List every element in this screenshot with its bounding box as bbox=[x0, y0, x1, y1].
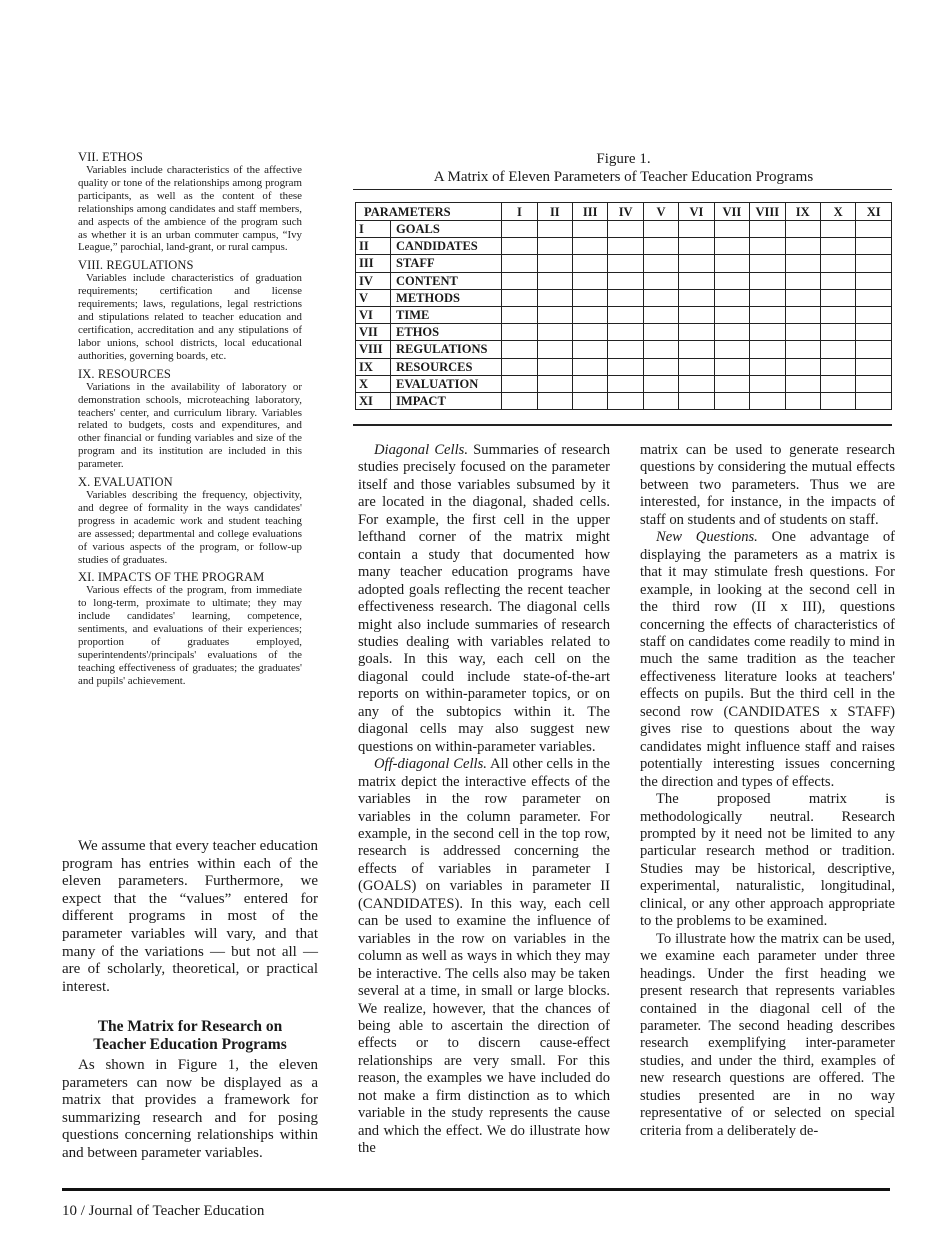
matrix-cell bbox=[608, 324, 643, 341]
matrix-row bbox=[356, 306, 892, 323]
matrix-row bbox=[356, 358, 892, 375]
diagonal-cells-runin: Diagonal Cells. bbox=[374, 442, 468, 458]
matrix-row-number: VII bbox=[356, 324, 391, 341]
matrix-cell bbox=[643, 221, 678, 238]
matrix-cell bbox=[573, 221, 608, 238]
matrix-diagonal-cell bbox=[643, 289, 678, 306]
matrix-row-name: ETHOS bbox=[391, 324, 502, 341]
figure-caption bbox=[355, 150, 892, 186]
matrix-cell bbox=[502, 306, 537, 323]
matrix-diagonal-cell bbox=[537, 238, 572, 255]
matrix-cell bbox=[643, 272, 678, 289]
definition-title: VII. ETHOS bbox=[78, 150, 143, 164]
new-questions-paragraph bbox=[640, 529, 895, 791]
definition-evaluation bbox=[78, 475, 302, 566]
definition-impacts bbox=[78, 570, 302, 687]
matrix-row bbox=[356, 238, 892, 255]
figure-intro-paragraph: As shown in Figure 1, the eleven parameters can now be displayed as a matrix that provides a framework for summarizing research and for posing questions concerning relationships within and between parameter variables. bbox=[62, 1057, 318, 1161]
matrix-col-header: IV bbox=[608, 203, 643, 221]
matrix-col-header: VIII bbox=[750, 203, 785, 221]
offdiagonal-cells-paragraph bbox=[358, 756, 610, 1157]
matrix-row bbox=[356, 272, 892, 289]
definition-title: XI. IMPACTS OF THE PROGRAM bbox=[78, 570, 265, 585]
matrix-row bbox=[356, 375, 892, 392]
matrix-cell bbox=[573, 272, 608, 289]
section-heading bbox=[62, 1018, 318, 1054]
matrix-cell bbox=[502, 272, 537, 289]
matrix-cell bbox=[679, 289, 714, 306]
matrix-cell bbox=[502, 255, 537, 272]
matrix-cell bbox=[714, 375, 749, 392]
matrix-row-number: I bbox=[356, 221, 391, 238]
matrix-row-number: III bbox=[356, 255, 391, 272]
matrix-cell bbox=[608, 358, 643, 375]
matrix-row-name: RESOURCES bbox=[391, 358, 502, 375]
matrix-row bbox=[356, 341, 892, 358]
matrix-cell bbox=[502, 238, 537, 255]
matrix-cell bbox=[750, 358, 785, 375]
matrix-cell bbox=[679, 358, 714, 375]
section-heading-line-1: The Matrix for Research on bbox=[97, 1018, 283, 1035]
matrix-cell bbox=[714, 289, 749, 306]
matrix-cell bbox=[785, 238, 820, 255]
definition-regulations bbox=[78, 258, 302, 362]
matrix-cell bbox=[750, 324, 785, 341]
matrix-col-header: X bbox=[820, 203, 855, 221]
definition-body: Variables include characteristics of the affective quality or tone of the relationships among program participants, as well as the content of these relationships among candidates and staff members, and aspects of the ambience of the program such as whether it is an urban commuter campus, “Ivy League,” parochial, land-grant, or rural campus. bbox=[78, 164, 302, 254]
matrix-row-name: METHODS bbox=[391, 289, 502, 306]
matrix-cell bbox=[820, 306, 855, 323]
matrix-row bbox=[356, 255, 892, 272]
matrix-cell bbox=[537, 375, 572, 392]
matrix-cell bbox=[820, 392, 855, 409]
matrix-cell bbox=[608, 289, 643, 306]
matrix-cell bbox=[820, 255, 855, 272]
matrix-diagonal-cell bbox=[679, 306, 714, 323]
matrix-cell bbox=[820, 238, 855, 255]
matrix-cell bbox=[537, 324, 572, 341]
matrix-cell bbox=[608, 392, 643, 409]
matrix-diagonal-cell bbox=[820, 375, 855, 392]
matrix-cell bbox=[573, 392, 608, 409]
matrix-cell bbox=[750, 289, 785, 306]
matrix-cell bbox=[573, 341, 608, 358]
matrix-cell bbox=[820, 341, 855, 358]
matrix-cell bbox=[608, 341, 643, 358]
matrix-cell bbox=[608, 306, 643, 323]
matrix-cell bbox=[750, 255, 785, 272]
matrix-cell bbox=[856, 341, 892, 358]
matrix-row-number: II bbox=[356, 238, 391, 255]
matrix-cell bbox=[820, 289, 855, 306]
matrix-cell bbox=[820, 324, 855, 341]
matrix-cell bbox=[502, 375, 537, 392]
matrix-cell bbox=[537, 272, 572, 289]
matrix-cell bbox=[608, 375, 643, 392]
matrix-cell bbox=[785, 289, 820, 306]
offdiagonal-cells-text: All other cells in the matrix depict the interactive effects of the variables in the row parameter on variables in the column parameter. For example, in the second cell in the top row, research is addressed concerning the effects of variables in parameter I (GOALS) on variables in parameter II (CANDIDATES). In this way, each cell can be used to examine the influence of variables in the row on variables in the column as well as ways in which they may be interactive. The cells also may be taken several at a time, in small or large blocks. We realize, however, that the chances of being able to ascertain the direction of effects or to discern cause-effect relationships are very small. For this reason, the examples we have included do not make a firm distinction as to which variable in the study represents the cause and which the effect. We do illustrate how the bbox=[358, 756, 610, 1157]
definition-title: X. EVALUATION bbox=[78, 475, 173, 490]
matrix-diagonal-cell bbox=[750, 341, 785, 358]
matrix-cell bbox=[856, 306, 892, 323]
matrix-cell bbox=[573, 238, 608, 255]
matrix-cell bbox=[643, 324, 678, 341]
definition-resources bbox=[78, 367, 302, 471]
matrix-cell bbox=[643, 238, 678, 255]
matrix-cell bbox=[750, 272, 785, 289]
matrix-row-name: TIME bbox=[391, 306, 502, 323]
matrix-cell bbox=[714, 255, 749, 272]
matrix-cell bbox=[750, 221, 785, 238]
matrix-cell bbox=[856, 255, 892, 272]
matrix-cell bbox=[750, 375, 785, 392]
matrix-diagonal-cell bbox=[573, 255, 608, 272]
matrix-cell bbox=[820, 272, 855, 289]
matrix-cell bbox=[537, 358, 572, 375]
matrix-cell bbox=[608, 255, 643, 272]
matrix-cell bbox=[679, 392, 714, 409]
assumption-paragraph: We assume that every teacher education program has entries within each of the eleven parameters. Furthermore, we expect that the “values” entered for different programs in most of the parameter variables will vary, and that many of the variations — but not all — are of scholarly, theoretical, or practical interest. bbox=[62, 838, 318, 995]
matrix-row bbox=[356, 289, 892, 306]
matrix-row bbox=[356, 392, 892, 409]
matrix-cell bbox=[820, 221, 855, 238]
matrix-cell bbox=[502, 392, 537, 409]
matrix-col-header: III bbox=[573, 203, 608, 221]
offdiagonal-cells-runin: Off-diagonal Cells. bbox=[374, 756, 487, 773]
matrix-cell bbox=[679, 341, 714, 358]
matrix-cell bbox=[856, 289, 892, 306]
new-questions-runin: New Questions. bbox=[656, 529, 758, 546]
matrix-cell bbox=[714, 341, 749, 358]
matrix-cell bbox=[608, 238, 643, 255]
matrix-cell bbox=[785, 375, 820, 392]
definition-title: IX. RESOURCES bbox=[78, 366, 171, 381]
matrix-cell bbox=[573, 289, 608, 306]
definition-body: Variables include characteristics of graduation requirements; certification and license requirements; laws, regulations, legal restrictions and stipulations related to teacher education and certification, accreditation and any stipulations of labor unions, school districts, local educational authorities, governing boards, etc. bbox=[78, 272, 302, 362]
matrix-header-row bbox=[356, 203, 892, 221]
matrix-cell bbox=[820, 358, 855, 375]
matrix-cell bbox=[573, 324, 608, 341]
matrix-col-header: XI bbox=[856, 203, 892, 221]
matrix-row-number: XI bbox=[356, 392, 391, 409]
matrix-cell bbox=[643, 358, 678, 375]
matrix-row-name: CANDIDATES bbox=[391, 238, 502, 255]
matrix-row-number: X bbox=[356, 375, 391, 392]
matrix-cell bbox=[750, 238, 785, 255]
matrix-cell bbox=[714, 272, 749, 289]
matrix-row-name: REGULATIONS bbox=[391, 341, 502, 358]
figure-intro-block bbox=[62, 1057, 318, 1163]
matrix-row-number: VI bbox=[356, 306, 391, 323]
figure-top-rule bbox=[353, 189, 892, 190]
matrix-cell bbox=[679, 324, 714, 341]
matrix-cell bbox=[785, 324, 820, 341]
middle-column bbox=[358, 442, 610, 1158]
continued-paragraph: matrix can be used to generate research questions by considering the mutual effects between two parameters. Thus we are interested, for instance, in the impacts of staff on students and of students on staff. bbox=[640, 442, 895, 528]
matrix-cell bbox=[785, 392, 820, 409]
matrix-cell bbox=[537, 306, 572, 323]
definition-body: Variables describing the frequency, objectivity, and degree of formality in the ways candidates' progress in academic work and student teaching are assessed; departmental and college evaluations of various aspects of the program, or follow-up studies of graduates. bbox=[78, 489, 302, 566]
matrix-row-name: GOALS bbox=[391, 221, 502, 238]
matrix-col-header: VII bbox=[714, 203, 749, 221]
matrix-col-header: IX bbox=[785, 203, 820, 221]
matrix-cell bbox=[785, 221, 820, 238]
new-questions-text: One advantage of displaying the parameters as a matrix is that it may stimulate fresh questions. For example, in looking at the second cell in the third row (II x III), questions concerning the effects of characteristics of staff on candidates come readily to mind in much the same tradition as the teacher effectiveness literature looks at teachers' effects on pupils. But the third cell in the second row (CANDIDATES x STAFF) gives rise to questions about the way candidates might influence staff and raises potentially interesting issues concerning the direction and types of effects. bbox=[640, 529, 895, 790]
matrix-cell bbox=[573, 306, 608, 323]
matrix-cell bbox=[856, 238, 892, 255]
matrix-cell bbox=[785, 272, 820, 289]
parameter-matrix bbox=[355, 202, 892, 410]
definition-body: Variations in the availability of laboratory or demonstration schools, microteaching laboratory, teachers' center, and curriculum library. Variables related to budgets, costs and expenditures, and other financial or funding variables and size of the program and its institution are included in this parameter. bbox=[78, 380, 302, 471]
matrix-cell bbox=[714, 238, 749, 255]
matrix-cell bbox=[856, 221, 892, 238]
matrix-cell bbox=[714, 221, 749, 238]
figure-label: Figure 1. bbox=[596, 151, 651, 167]
matrix-cell bbox=[573, 375, 608, 392]
matrix-cell bbox=[679, 272, 714, 289]
matrix-row bbox=[356, 324, 892, 341]
matrix-row-number: IX bbox=[356, 358, 391, 375]
matrix-cell bbox=[502, 341, 537, 358]
matrix-col-header: I bbox=[502, 203, 537, 221]
matrix-body bbox=[356, 221, 892, 410]
matrix-row-number: V bbox=[356, 289, 391, 306]
matrix-cell bbox=[537, 341, 572, 358]
definition-title: VIII. REGULATIONS bbox=[78, 258, 194, 273]
right-column bbox=[640, 442, 895, 1140]
figure-title: A Matrix of Eleven Parameters of Teacher Education Programs bbox=[433, 169, 814, 185]
matrix-cell bbox=[856, 324, 892, 341]
matrix-cell bbox=[785, 306, 820, 323]
section-heading-line-2: Teacher Education Programs bbox=[93, 1036, 287, 1053]
matrix-col-header: VI bbox=[679, 203, 714, 221]
matrix-cell bbox=[643, 255, 678, 272]
matrix-cell bbox=[502, 289, 537, 306]
matrix-cell bbox=[750, 392, 785, 409]
matrix-row-name: STAFF bbox=[391, 255, 502, 272]
matrix-cell bbox=[537, 221, 572, 238]
matrix-cell bbox=[502, 324, 537, 341]
matrix-row-number: VIII bbox=[356, 341, 391, 358]
matrix-cell bbox=[643, 375, 678, 392]
matrix-cell bbox=[643, 392, 678, 409]
matrix-cell bbox=[643, 341, 678, 358]
diagonal-cells-text: Summaries of research studies precisely focused on the parameter itself and those variables subsumed by it are located in the diagonal, shaded cells. For example, the first cell in the upper lefthand corner of the matrix might contain a study that documented how many teacher education programs have adopted goals reflecting the recent teacher effectiveness research. The diagonal cells might also include summaries of research studies dealing with variables related to goals. In this way, each cell on the diagonal could include state-of-the-art reports on within-parameter topics, or on any of the subtopics within it. The diagonal cells may also suggest new questions on within-parameter variables. bbox=[358, 442, 610, 755]
matrix-diagonal-cell bbox=[714, 324, 749, 341]
matrix-row-name: EVALUATION bbox=[391, 375, 502, 392]
matrix-cell bbox=[856, 358, 892, 375]
matrix-cell bbox=[785, 255, 820, 272]
matrix-cell bbox=[502, 358, 537, 375]
definition-ethos bbox=[78, 150, 302, 254]
matrix-cell bbox=[573, 358, 608, 375]
matrix-diagonal-cell bbox=[502, 221, 537, 238]
matrix-col-header: II bbox=[537, 203, 572, 221]
matrix-cell bbox=[714, 392, 749, 409]
matrix-cell bbox=[856, 375, 892, 392]
matrix-row-name: IMPACT bbox=[391, 392, 502, 409]
matrix-cell bbox=[679, 221, 714, 238]
matrix-cell bbox=[679, 238, 714, 255]
matrix-row-name: CONTENT bbox=[391, 272, 502, 289]
matrix-cell bbox=[714, 306, 749, 323]
running-footer: 10 / Journal of Teacher Education bbox=[62, 1203, 265, 1219]
matrix-cell bbox=[608, 221, 643, 238]
diagonal-cells-paragraph bbox=[358, 442, 610, 756]
matrix-cell bbox=[785, 341, 820, 358]
definition-body: Various effects of the program, from immediate to long-term, proximate to ultimate; they may include candidates' learning, competence, sentiments, and evaluations of their experiences; proportion of graduates employed, superintendents'/principals' evaluations of the teaching effectiveness of graduates; the graduates' and pupils' achievement. bbox=[78, 584, 302, 687]
matrix-row bbox=[356, 221, 892, 238]
methodology-paragraph: The proposed matrix is methodologically neutral. Research prompted by it need not be limited to any particular research method or tradition. Studies may be historical, descriptive, experimental, naturalistic, longitudinal, clinical, or any other approach appropriate to the problems to be examined. bbox=[640, 791, 895, 930]
matrix-diagonal-cell bbox=[856, 392, 892, 409]
footer-rule bbox=[62, 1188, 890, 1191]
matrix-cell bbox=[679, 255, 714, 272]
matrix-cell bbox=[537, 392, 572, 409]
matrix-cell bbox=[714, 358, 749, 375]
matrix-cell bbox=[537, 255, 572, 272]
parameter-definitions bbox=[78, 150, 302, 692]
figure-bottom-rule bbox=[353, 424, 892, 426]
matrix-row-number: IV bbox=[356, 272, 391, 289]
matrix-col-header: V bbox=[643, 203, 678, 221]
matrix-header-parameters: PARAMETERS bbox=[356, 203, 502, 221]
illustrate-paragraph: To illustrate how the matrix can be used, we examine each parameter under three headings. Under the first heading we present research that represents variables contained in the diagonal cell of the parameter. The second heading describes research exemplifying inter-parameter studies, and under the third, examples of new research questions are offered. The studies presented are in no way representative of or selected on special criteria from a deliberately de- bbox=[640, 930, 895, 1139]
matrix-diagonal-cell bbox=[608, 272, 643, 289]
matrix-cell bbox=[856, 272, 892, 289]
assumption-paragraph-block bbox=[62, 838, 318, 996]
matrix-cell bbox=[679, 375, 714, 392]
matrix-cell bbox=[643, 306, 678, 323]
matrix-cell bbox=[750, 306, 785, 323]
matrix-cell bbox=[537, 289, 572, 306]
matrix-diagonal-cell bbox=[785, 358, 820, 375]
